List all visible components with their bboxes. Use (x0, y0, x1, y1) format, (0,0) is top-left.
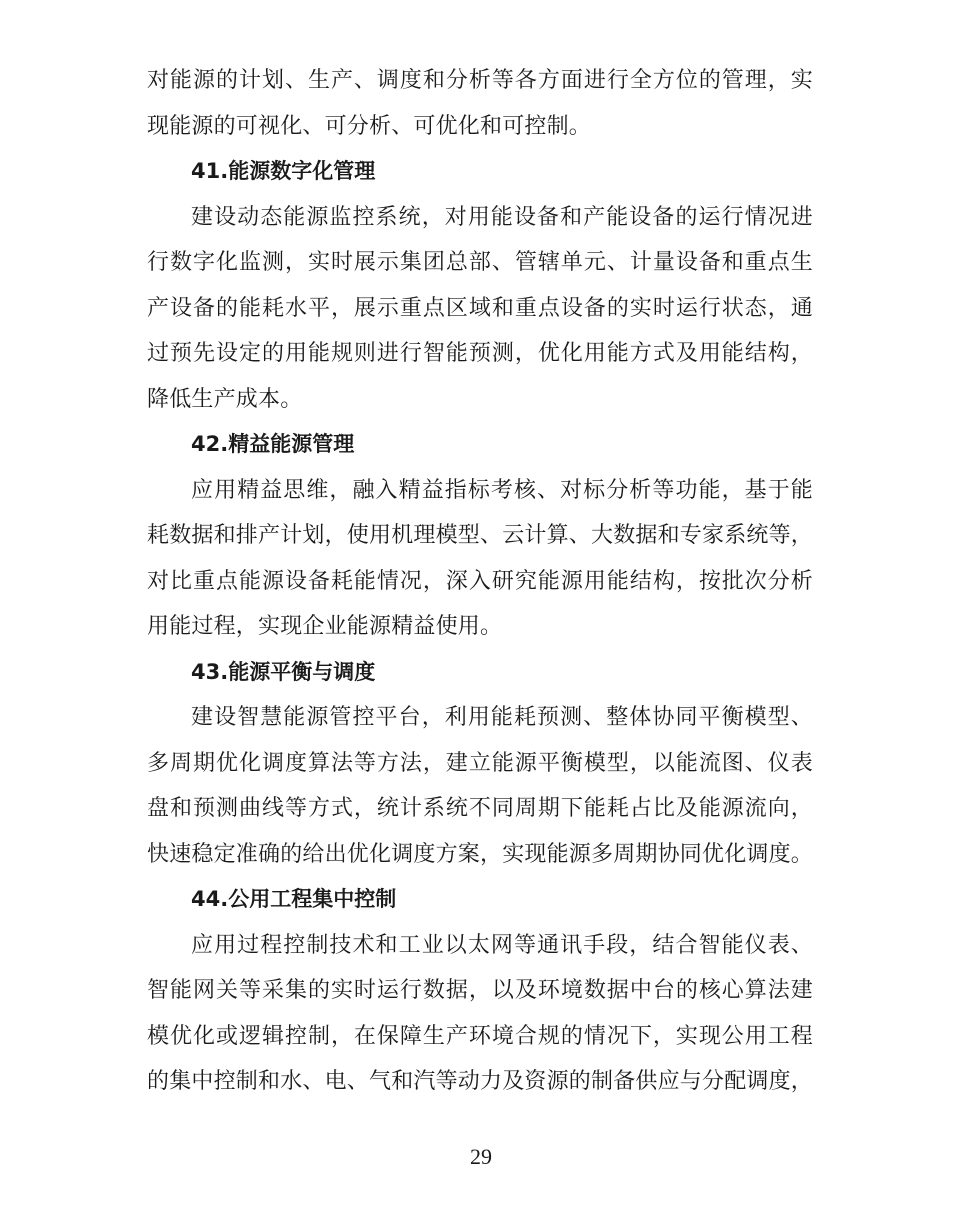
section-41 (147, 149, 813, 422)
section-42 (147, 422, 813, 650)
page-number: 29 (470, 1144, 492, 1169)
section-heading: 41.能源数字化管理 (191, 159, 376, 183)
paragraph-line: 的集中控制和水、电、气和汽等动力及资源的制备供应与分配调度， (147, 1069, 814, 1094)
section-heading: 42.精益能源管理 (191, 432, 355, 456)
paragraph-line: 用能过程，实现企业能源精益使用。 (147, 614, 503, 639)
paragraph-line: 建设智慧能源管控平台，利用能耗预测、整体协同平衡模型、 (191, 705, 813, 730)
section-heading: 44.公用工程集中控制 (191, 887, 397, 911)
section-44 (147, 877, 813, 1105)
paragraph-line: 行数字化监测，实时展示集团总部、管辖单元、计量设备和重点生 (147, 250, 813, 275)
paragraph-line: 对能源的计划、生产、调度和分析等各方面进行全方位的管理，实 (147, 68, 813, 93)
paragraph-line: 对比重点能源设备耗能情况，深入研究能源用能结构，按批次分析 (147, 568, 813, 594)
paragraph-line: 应用精益思维，融入精益指标考核、对标分析等功能，基于能 (191, 477, 813, 503)
paragraph-line: 建设动态能源监控系统，对用能设备和产能设备的运行情况进 (191, 204, 813, 230)
section-43 (147, 650, 813, 878)
paragraph-line: 过预先设定的用能规则进行智能预测，优化用能方式及用能结构， (147, 341, 813, 366)
paragraph-line: 快速稳定准确的给出优化调度方案，实现能源多周期协同优化调度。 (147, 841, 814, 867)
page-content (147, 58, 813, 1105)
section-heading: 43.能源平衡与调度 (191, 659, 376, 684)
intro-paragraph (147, 58, 813, 149)
paragraph-line: 应用过程控制技术和工业以太网等通讯手段，结合智能仪表、 (191, 932, 813, 958)
paragraph-line: 多周期优化调度算法等方法，建立能源平衡模型，以能流图、仪表 (147, 750, 813, 776)
paragraph-line: 现能源的可视化、可分析、可优化和可控制。 (147, 113, 592, 139)
paragraph-line: 降低生产成本。 (147, 386, 303, 412)
paragraph-line: 耗数据和排产计划，使用机理模型、云计算、大数据和专家系统等， (147, 523, 814, 548)
paragraph-line: 模优化或逻辑控制，在保障生产环境合规的情况下，实现公用工程 (147, 1023, 813, 1049)
paragraph-line: 产设备的能耗水平，展示重点区域和重点设备的实时运行状态，通 (147, 295, 813, 321)
paragraph-line: 盘和预测曲线等方式，统计系统不同周期下能耗占比及能源流向， (147, 796, 813, 821)
paragraph-line: 智能网关等采集的实时运行数据，以及环境数据中台的核心算法建 (147, 978, 813, 1003)
